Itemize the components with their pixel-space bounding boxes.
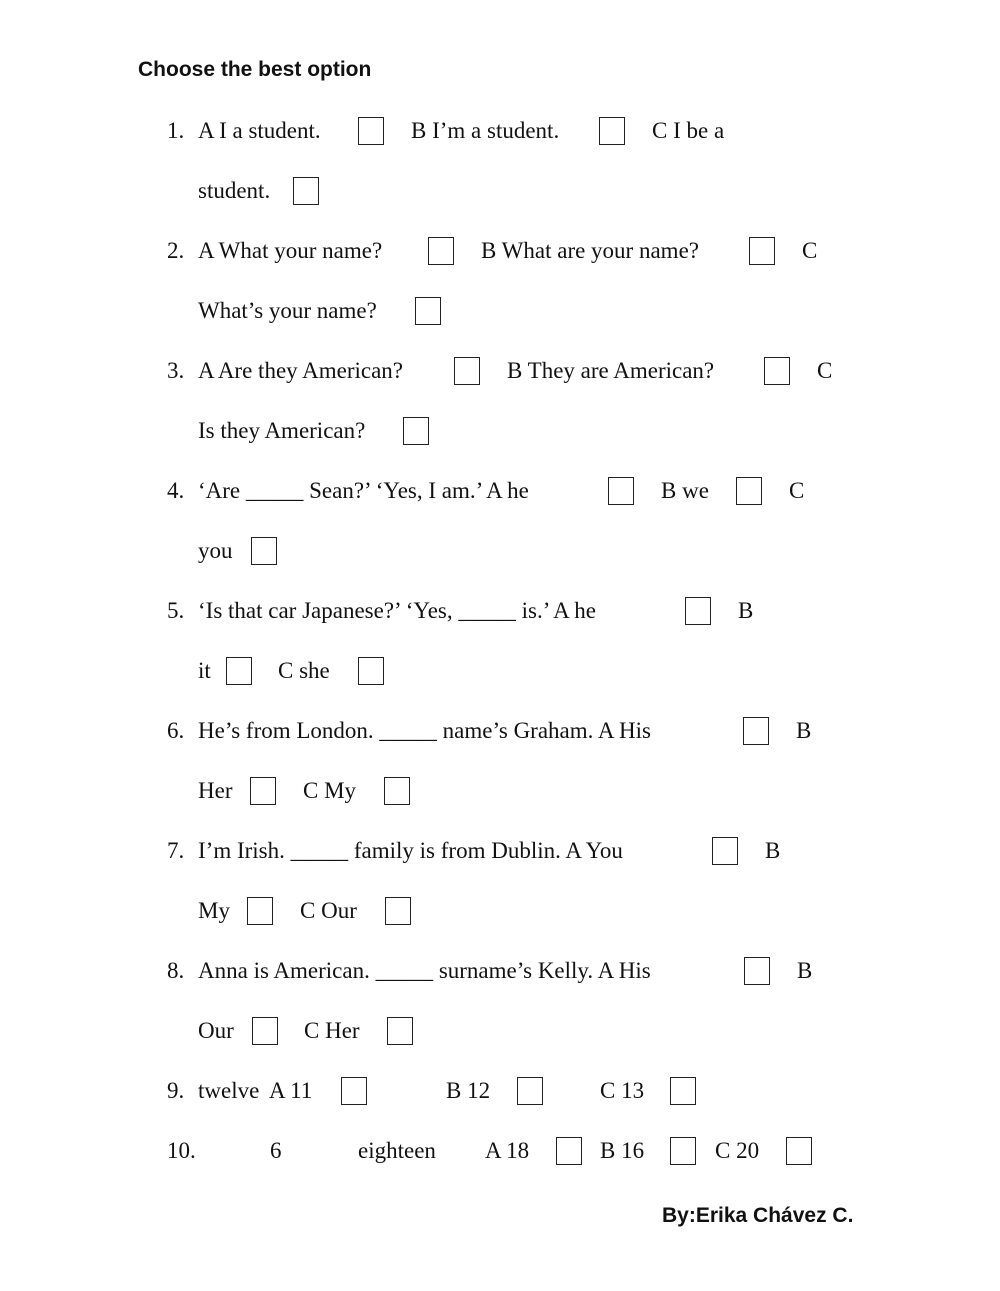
question-text: ‘Is that car Japanese?’ ‘Yes, _____ is.’ A he: [198, 598, 596, 623]
option-c-text: C: [817, 358, 833, 383]
question-text: ‘Are _____ Sean?’ ‘Yes, I am.’ A he: [198, 478, 529, 503]
answer-checkbox-a[interactable]: [358, 117, 384, 145]
question-10: [167, 1131, 967, 1171]
answer-checkbox-a[interactable]: [341, 1077, 367, 1105]
option-b-text: B What are your name?: [481, 238, 699, 263]
answer-checkbox-c[interactable]: [384, 777, 410, 805]
answer-checkbox-c[interactable]: [385, 897, 411, 925]
question-number: 4.: [167, 478, 185, 503]
question-2: [167, 231, 967, 271]
option-b-text-continued: My: [198, 898, 230, 923]
question-number: 3.: [167, 358, 185, 383]
question-8: [167, 951, 967, 991]
answer-checkbox-b[interactable]: [599, 117, 625, 145]
option-a-text: A 11: [269, 1078, 313, 1103]
question-6-continued: [198, 771, 998, 811]
option-b-text-continued: it: [198, 658, 211, 683]
question-text-continued: Is they American?: [198, 418, 366, 443]
option-c-text: C 20: [715, 1138, 760, 1163]
question-2-continued: [198, 291, 998, 331]
answer-checkbox-c[interactable]: [358, 657, 384, 685]
question-7-continued: [198, 891, 998, 931]
option-b-text: B we: [661, 478, 709, 503]
answer-checkbox-a[interactable]: [608, 477, 634, 505]
option-b-text: B: [797, 958, 813, 983]
question-9: [167, 1071, 967, 1111]
question-4: [167, 471, 967, 511]
question-7: [167, 831, 967, 871]
question-text: I’m Irish. _____ family is from Dublin. A You: [198, 838, 623, 863]
question-3: [167, 351, 967, 391]
question-number: 8.: [167, 958, 185, 983]
answer-checkbox-b[interactable]: [252, 1017, 278, 1045]
option-b-text: B I’m a student.: [411, 118, 560, 143]
question-6: [167, 711, 967, 751]
question-text: A What your name?: [198, 238, 383, 263]
question-text: A Are they American?: [198, 358, 404, 383]
answer-checkbox-b[interactable]: [226, 657, 252, 685]
question-number: 9.: [167, 1078, 185, 1103]
option-b-text: B They are American?: [507, 358, 715, 383]
answer-checkbox-c[interactable]: [403, 417, 429, 445]
option-c-text: C Her: [304, 1018, 360, 1043]
answer-checkbox-a[interactable]: [743, 717, 769, 745]
answer-checkbox-c[interactable]: [293, 177, 319, 205]
option-b-text: B: [796, 718, 812, 743]
option-a-text: A 18: [485, 1138, 530, 1163]
option-b-text: B: [738, 598, 754, 623]
option-c-text: C My: [303, 778, 357, 803]
question-number: 10.: [167, 1138, 196, 1163]
answer-checkbox-b[interactable]: [250, 777, 276, 805]
answer-checkbox-a[interactable]: [556, 1137, 582, 1165]
answer-checkbox-b[interactable]: [247, 897, 273, 925]
answer-checkbox-c[interactable]: [670, 1077, 696, 1105]
question-text-continued: student.: [198, 178, 271, 203]
option-c-text: C: [802, 238, 818, 263]
answer-checkbox-a[interactable]: [685, 597, 711, 625]
question-word-2: eighteen: [358, 1138, 436, 1163]
option-b-text: B 12: [446, 1078, 491, 1103]
option-c-text: C 13: [600, 1078, 645, 1103]
answer-checkbox-b[interactable]: [517, 1077, 543, 1105]
question-text: A I a student.: [198, 118, 321, 143]
question-number: 6.: [167, 718, 185, 743]
option-b-text-continued: Our: [198, 1018, 234, 1043]
question-3-continued: [198, 411, 998, 451]
worksheet-heading: Choose the best option: [138, 58, 372, 81]
option-c-text: C: [789, 478, 805, 503]
option-c-text: C she: [278, 658, 330, 683]
question-number: 5.: [167, 598, 185, 623]
answer-checkbox-c[interactable]: [251, 537, 277, 565]
question-word-1: 6: [270, 1138, 282, 1163]
question-1-continued: [198, 171, 998, 211]
answer-checkbox-b[interactable]: [764, 357, 790, 385]
option-b-text-continued: Her: [198, 778, 233, 803]
author-credit: By:Erika Chávez C.: [662, 1204, 854, 1227]
option-c-text: C I be a: [652, 118, 725, 143]
answer-checkbox-a[interactable]: [712, 837, 738, 865]
answer-checkbox-b[interactable]: [736, 477, 762, 505]
question-number: 1.: [167, 118, 185, 143]
question-word: twelve: [198, 1078, 260, 1103]
question-text-continued: you: [198, 538, 233, 563]
question-number: 2.: [167, 238, 185, 263]
question-8-continued: [198, 1011, 998, 1051]
question-number: 7.: [167, 838, 185, 863]
answer-checkbox-a[interactable]: [454, 357, 480, 385]
question-5-continued: [198, 651, 998, 691]
answer-checkbox-b[interactable]: [749, 237, 775, 265]
answer-checkbox-c[interactable]: [415, 297, 441, 325]
option-c-text: C Our: [300, 898, 357, 923]
question-text: Anna is American. _____ surname’s Kelly. A His: [198, 958, 651, 983]
question-1: [167, 111, 967, 151]
answer-checkbox-a[interactable]: [428, 237, 454, 265]
question-4-continued: [198, 531, 998, 571]
question-text-continued: What’s your name?: [198, 298, 377, 323]
option-b-text: B: [765, 838, 781, 863]
question-text: He’s from London. _____ name’s Graham. A His: [198, 718, 651, 743]
answer-checkbox-b[interactable]: [670, 1137, 696, 1165]
question-5: [167, 591, 967, 631]
answer-checkbox-c[interactable]: [387, 1017, 413, 1045]
answer-checkbox-c[interactable]: [786, 1137, 812, 1165]
answer-checkbox-a[interactable]: [744, 957, 770, 985]
option-b-text: B 16: [600, 1138, 645, 1163]
